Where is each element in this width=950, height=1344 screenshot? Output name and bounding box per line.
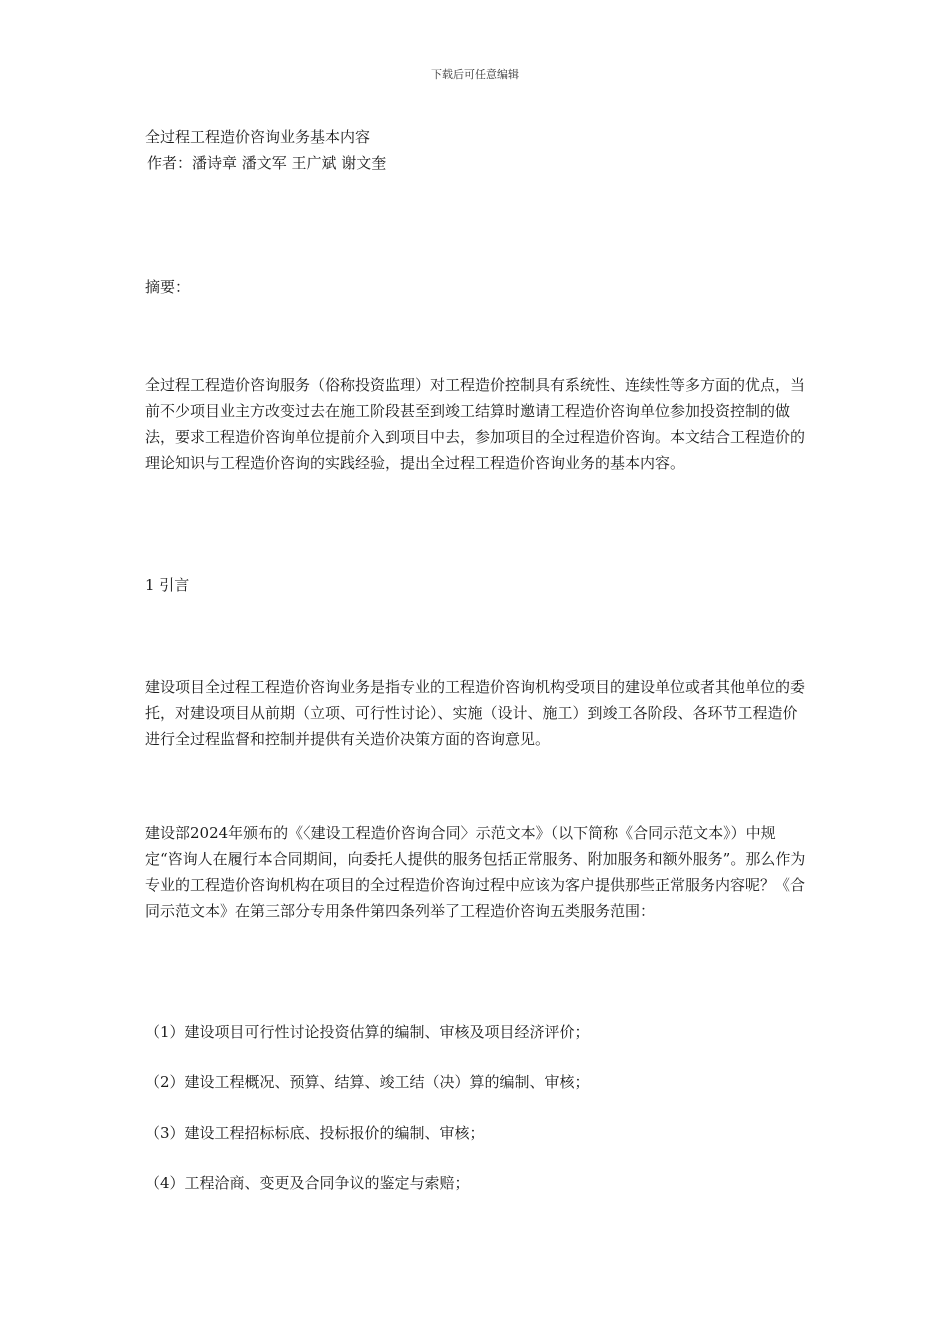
header-note: 下载后可任意编辑 (431, 68, 519, 81)
abstract-text: 全过程工程造价咨询服务（俗称投资监理）对工程造价控制具有系统性、连续性等多方面的优点，当前不少项目业主方改变过去在施工阶段甚至到竣工结算时邀请工程造价咨询单位参加投资控制的做法，要求工程造价咨询单位提前介入到项目中去，参加项目的全过程造价咨询。本文结合工程造价的理论知识与工程造价咨询的实践经验，提出全过程工程造价咨询业务的基本内容。 (145, 376, 806, 472)
paragraph-1: 建设项目全过程工程造价咨询业务是指专业的工程造价咨询机构受项目的建设单位或者其他单位的委托，对建设项目从前期（立项、可行性讨论）、实施（设计、施工）到竣工各阶段、各环节工程造价进行全过程监督和控制并提供有关造价决策方面的咨询意见。 (145, 678, 806, 748)
list-item: （3）建设工程招标标底、投标报价的编制、审核； (145, 1124, 485, 1142)
abstract-label: 摘要： (145, 278, 191, 296)
document-authors: 作者：潘诗章 潘文军 王广斌 谢文奎 (147, 154, 387, 172)
list-item: （2）建设工程概况、预算、结算、竣工结（决）算的编制、审核； (145, 1073, 590, 1091)
document-title: 全过程工程造价咨询业务基本内容 (145, 128, 371, 146)
section-heading: 1 引言 (145, 576, 190, 594)
paragraph-2: 建设部2024年颁布的《〈建设工程造价咨询合同〉示范文本》（以下简称《合同示范文本》）中规定“咨询人在履行本合同期间，向委托人提供的服务包括正常服务、附加服务和额外服务”。那么作为专业的工程造价咨询机构在项目的全过程造价咨询过程中应该为客户提供那些正常服务内容呢？《合同示范文本》在第三部分专用条件第四条列举了工程造价咨询五类服务范围： (145, 824, 806, 920)
list-item: （1）建设项目可行性讨论投资估算的编制、审核及项目经济评价； (145, 1023, 590, 1041)
list-item: （4）工程洽商、变更及合同争议的鉴定与索赔； (145, 1174, 470, 1192)
